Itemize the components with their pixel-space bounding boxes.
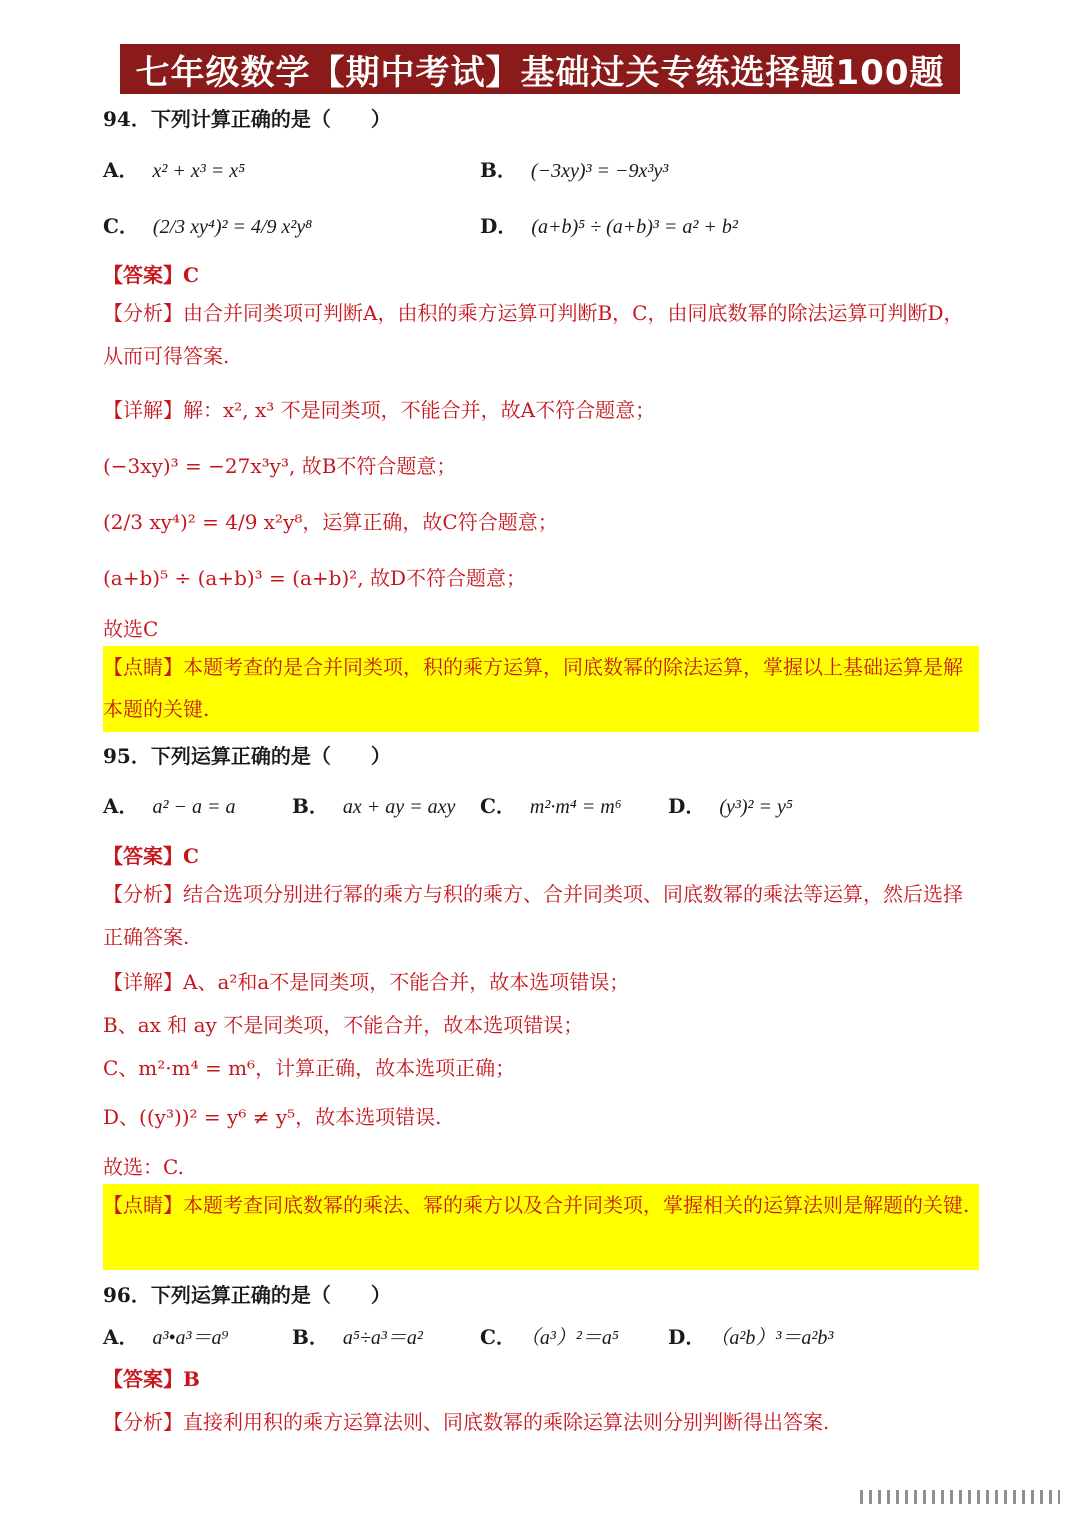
option-expr: a² − a = a [152, 796, 236, 818]
q96-option-b [292, 1321, 423, 1350]
q95-comment-highlight: 【点睛】本题考查同底数幂的乘法、幂的乘方以及合并同类项，掌握相关的运算法则是解题的关键. [103, 1184, 979, 1270]
option-label: C． [480, 1325, 516, 1349]
option-label: B． [292, 794, 329, 818]
option-label: A． [103, 794, 139, 818]
q95-detail-1: 【详解】A、a²和a不是同类项，不能合并，故本选项错误； [103, 970, 630, 994]
option-expr: （a³）²＝a⁵ [529, 1327, 619, 1349]
question-95-stem: 95．下列运算正确的是（ ） [103, 744, 391, 768]
q94-choose: 故选C [103, 617, 159, 641]
q94-option-a [103, 154, 245, 183]
option-expr: (2/3 xy⁴)² = 4/9 x²y⁸ [152, 216, 313, 238]
q96-option-d [668, 1321, 833, 1350]
q94-detail-3: (2/3 xy⁴)² = 4/9 x²y⁸，运算正确，故C符合题意； [103, 510, 558, 534]
q94-detail-1: 【详解】解：x², x³ 不是同类项，不能合并，故A不符合题意； [103, 398, 656, 422]
q96-option-a [103, 1321, 228, 1350]
option-label: B． [292, 1325, 329, 1349]
option-label: C． [480, 794, 516, 818]
q94-analysis: 【分析】由合并同类项可判断A，由积的乘方运算可判断B，C，由同底数幂的除法运算可判断D，从而可得答案. [103, 301, 964, 368]
q95-option-b [292, 790, 455, 819]
q94-comment-highlight: 【点睛】本题考查的是合并同类项，积的乘方运算，同底数幂的除法运算，掌握以上基础运算是解本题的关键. [103, 646, 979, 732]
question-94-stem: 94．下列计算正确的是（ ） [103, 107, 391, 131]
option-expr: m²·m⁴ = m⁶ [529, 796, 622, 818]
option-expr: （a²b）³＝a²b³ [719, 1327, 834, 1349]
option-label: B． [480, 158, 517, 182]
q94-answer: 【答案】C [103, 263, 199, 287]
option-expr: a³•a³＝a⁹ [152, 1327, 229, 1349]
page-title: 七年级数学【期中考试】基础过关专练选择题100题 [120, 44, 960, 94]
option-label: A． [103, 158, 139, 182]
question-96-stem: 96．下列运算正确的是（ ） [103, 1283, 391, 1307]
option-label: C． [103, 214, 139, 238]
option-label: D． [668, 794, 706, 818]
q95-answer: 【答案】C [103, 844, 199, 868]
q96-answer: 【答案】B [103, 1367, 200, 1391]
q95-option-c [480, 790, 622, 819]
q94-detail-2: (−3xy)³ = −27x³y³, 故B不符合题意； [103, 454, 457, 478]
q95-option-d [668, 790, 793, 819]
option-expr: x² + x³ = x⁵ [152, 160, 246, 182]
q94-detail-4: (a+b)⁵ ÷ (a+b)³ = (a+b)², 故D不符合题意； [103, 566, 527, 590]
q96-option-c [480, 1321, 619, 1350]
q94-option-c [103, 210, 312, 239]
q95-option-a [103, 790, 236, 819]
q95-detail-4: D、((y³))² = y⁶ ≠ y⁵，故本选项错误. [103, 1105, 442, 1129]
q96-analysis: 【分析】直接利用积的乘方运算法则、同底数幂的乘除运算法则分别判断得出答案. [103, 1410, 830, 1434]
q95-detail-3: C、m²·m⁴ = m⁶，计算正确，故本选项正确； [103, 1056, 516, 1080]
option-expr: (−3xy)³ = −9x³y³ [530, 160, 669, 182]
option-label: D． [480, 214, 518, 238]
option-expr: (a+b)⁵ ÷ (a+b)³ = a² + b² [531, 216, 738, 238]
q95-choose: 故选：C. [103, 1155, 184, 1179]
option-label: A． [103, 1325, 139, 1349]
watermark-bar [860, 1490, 1060, 1504]
option-label: D． [668, 1325, 706, 1349]
option-expr: a⁵÷a³＝a² [342, 1327, 423, 1349]
q95-detail-2: B、ax 和 ay 不是同类项，不能合并，故本选项错误； [103, 1013, 584, 1037]
q94-option-d [480, 210, 738, 239]
option-expr: ax + ay = axy [342, 796, 456, 818]
q94-option-b [480, 154, 668, 183]
q95-analysis: 【分析】结合选项分别进行幂的乘方与积的乘方、合并同类项、同底数幂的乘法等运算，然后选择正确答案. [103, 882, 963, 949]
option-expr: (y³)² = y⁵ [719, 796, 793, 818]
